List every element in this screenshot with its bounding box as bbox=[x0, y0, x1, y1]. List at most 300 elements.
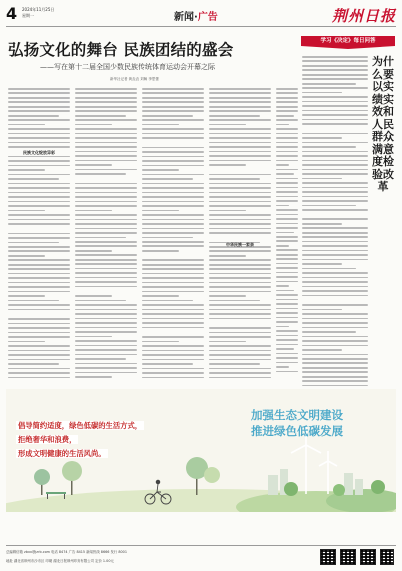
text-line bbox=[302, 65, 368, 67]
text-line bbox=[75, 259, 137, 261]
text-line bbox=[209, 97, 271, 99]
text-line bbox=[142, 309, 204, 311]
text-line bbox=[276, 218, 298, 220]
text-line bbox=[142, 110, 204, 112]
text-line bbox=[75, 354, 137, 356]
text-line bbox=[302, 340, 368, 342]
qr-code-icon bbox=[340, 549, 356, 565]
text-line bbox=[209, 345, 271, 347]
ad-slogan-line-1: 倡导简约适度，绿色低碳的生活方式， bbox=[18, 421, 143, 430]
sidebar-column-label: 学习《决定》每日问答 bbox=[301, 36, 395, 46]
text-line bbox=[75, 331, 137, 333]
text-line bbox=[8, 160, 70, 162]
ad-slogan-line-2: 拒绝奢华和浪费， bbox=[18, 435, 77, 444]
text-line bbox=[209, 205, 271, 207]
text-line bbox=[8, 327, 70, 329]
text-line bbox=[75, 187, 137, 189]
text-line bbox=[142, 124, 179, 126]
ad-slogan-right-line-2: 推进绿色低碳发展 bbox=[251, 424, 343, 438]
text-line bbox=[276, 335, 298, 337]
weekday-text: 星期一 bbox=[22, 13, 34, 18]
text-line bbox=[142, 101, 204, 103]
text-line bbox=[302, 232, 368, 234]
text-line bbox=[75, 92, 137, 94]
text-line bbox=[302, 146, 356, 148]
text-line bbox=[142, 201, 204, 203]
text-line bbox=[209, 183, 271, 185]
text-line bbox=[276, 232, 294, 234]
text-line bbox=[142, 291, 204, 293]
text-line bbox=[75, 327, 137, 329]
text-line bbox=[276, 344, 298, 346]
text-line bbox=[276, 142, 298, 144]
text-line bbox=[8, 345, 70, 347]
text-line bbox=[276, 236, 298, 238]
newspaper-logo: 荆州日报 bbox=[331, 7, 396, 25]
text-line bbox=[142, 341, 179, 343]
text-line bbox=[142, 210, 179, 212]
text-line bbox=[302, 327, 368, 329]
text-line bbox=[75, 349, 137, 351]
text-line bbox=[209, 174, 271, 176]
text-line bbox=[75, 254, 137, 256]
text-line bbox=[276, 330, 298, 332]
text-line bbox=[209, 372, 271, 374]
text-line bbox=[209, 327, 271, 329]
text-line bbox=[302, 101, 368, 103]
text-line bbox=[276, 128, 298, 130]
text-line bbox=[142, 183, 204, 185]
text-line bbox=[209, 155, 271, 157]
text-line bbox=[276, 115, 294, 117]
text-line bbox=[209, 282, 271, 284]
text-line bbox=[276, 97, 298, 99]
text-line bbox=[209, 255, 246, 257]
text-line bbox=[75, 281, 137, 283]
text-line bbox=[75, 228, 137, 230]
sidebar-title: 为什么要以实绩实效和人民群众满意度检验改革 bbox=[372, 55, 394, 193]
text-line bbox=[276, 357, 298, 359]
text-line bbox=[142, 174, 204, 176]
text-line bbox=[302, 345, 368, 347]
text-line bbox=[276, 299, 298, 301]
text-line bbox=[8, 165, 70, 167]
footer-line-2: 地址 湖北省荆州市沙市区 印刷 湖北日报荆州印务有限公司 定价 1.00元 bbox=[6, 559, 114, 563]
text-line bbox=[8, 282, 70, 284]
text-line bbox=[276, 371, 298, 373]
text-line bbox=[302, 119, 368, 121]
text-line bbox=[75, 106, 137, 108]
text-line bbox=[276, 294, 298, 296]
text-line bbox=[75, 101, 137, 103]
text-line bbox=[142, 147, 204, 149]
text-line bbox=[142, 372, 204, 374]
header-rule bbox=[6, 26, 396, 27]
text-line bbox=[8, 119, 70, 121]
text-line bbox=[75, 300, 126, 302]
text-line bbox=[276, 169, 298, 171]
text-line bbox=[302, 322, 368, 324]
text-line bbox=[75, 119, 137, 121]
text-line bbox=[142, 286, 204, 288]
section-news: 新闻· bbox=[174, 12, 198, 23]
text-line bbox=[8, 359, 70, 361]
text-line bbox=[209, 178, 260, 180]
text-line bbox=[8, 205, 70, 207]
text-line bbox=[276, 290, 294, 292]
text-line bbox=[302, 155, 368, 157]
text-line bbox=[209, 363, 260, 365]
paragraph-gap bbox=[75, 178, 137, 183]
text-line bbox=[8, 178, 59, 180]
sidebar-column-1 bbox=[302, 56, 368, 386]
text-line bbox=[276, 272, 298, 274]
text-line bbox=[142, 137, 204, 139]
text-line bbox=[75, 214, 137, 216]
date-text: 2024年11月25日 bbox=[22, 7, 55, 12]
text-line bbox=[209, 214, 271, 216]
masthead bbox=[6, 5, 396, 25]
text-line bbox=[75, 268, 137, 270]
text-line bbox=[302, 371, 368, 373]
text-line bbox=[8, 309, 70, 311]
qr-code-icon bbox=[360, 549, 376, 565]
text-line bbox=[8, 323, 70, 325]
text-line bbox=[209, 268, 271, 270]
text-line bbox=[302, 380, 368, 382]
text-line bbox=[302, 69, 368, 71]
text-line bbox=[142, 327, 204, 329]
text-line bbox=[142, 169, 179, 171]
text-line bbox=[8, 156, 70, 158]
text-line bbox=[8, 255, 45, 257]
text-line bbox=[75, 97, 137, 99]
text-line bbox=[302, 142, 368, 144]
text-line bbox=[302, 105, 368, 107]
text-line bbox=[209, 164, 246, 166]
text-line bbox=[276, 110, 298, 112]
text-line bbox=[8, 291, 70, 293]
text-line bbox=[209, 219, 271, 221]
text-line bbox=[75, 201, 137, 203]
text-line bbox=[302, 254, 368, 256]
text-line bbox=[302, 151, 368, 153]
text-line bbox=[8, 183, 70, 185]
text-line bbox=[209, 368, 271, 370]
qr-code-icon bbox=[380, 549, 394, 565]
text-line bbox=[302, 268, 356, 270]
text-line bbox=[302, 83, 356, 85]
text-line bbox=[142, 264, 204, 266]
ad-slogan-line-3: 形成文明健康的生活风尚。 bbox=[18, 449, 106, 458]
text-line bbox=[8, 146, 70, 148]
text-line bbox=[276, 151, 298, 153]
text-line bbox=[8, 304, 70, 306]
text-line bbox=[302, 182, 368, 184]
text-line bbox=[302, 205, 356, 207]
text-line bbox=[75, 372, 137, 374]
text-line bbox=[302, 110, 368, 112]
text-line bbox=[142, 133, 204, 135]
text-line bbox=[75, 133, 137, 135]
footer-rule bbox=[6, 545, 396, 546]
text-line bbox=[276, 276, 298, 278]
text-line bbox=[276, 285, 289, 287]
text-line bbox=[276, 317, 298, 319]
text-line bbox=[209, 228, 271, 230]
text-line bbox=[8, 350, 70, 352]
text-line bbox=[302, 295, 368, 297]
text-line bbox=[75, 205, 137, 207]
text-line bbox=[276, 164, 289, 166]
text-line bbox=[302, 236, 368, 238]
text-line bbox=[142, 97, 204, 99]
text-line bbox=[75, 146, 137, 148]
text-line bbox=[209, 277, 271, 279]
text-line bbox=[142, 223, 204, 225]
text-line bbox=[209, 259, 271, 261]
text-line bbox=[302, 78, 368, 80]
text-line bbox=[302, 123, 368, 125]
text-line bbox=[75, 318, 137, 320]
text-line bbox=[8, 223, 70, 225]
text-line bbox=[142, 156, 204, 158]
text-line bbox=[8, 192, 70, 194]
text-line bbox=[302, 331, 356, 333]
text-line bbox=[75, 110, 137, 112]
text-line bbox=[276, 348, 294, 350]
text-line bbox=[142, 354, 204, 356]
text-line bbox=[209, 295, 246, 297]
text-line bbox=[276, 303, 298, 305]
text-line bbox=[302, 358, 368, 360]
text-line bbox=[276, 209, 298, 211]
text-line bbox=[302, 227, 368, 229]
text-line bbox=[75, 295, 112, 297]
text-line bbox=[8, 242, 59, 244]
text-line bbox=[302, 114, 368, 116]
article-column-1 bbox=[8, 88, 70, 378]
text-line bbox=[8, 115, 59, 117]
text-line bbox=[8, 210, 45, 212]
text-line bbox=[302, 245, 368, 247]
text-line bbox=[209, 232, 271, 234]
text-line bbox=[302, 137, 342, 139]
text-line bbox=[276, 160, 298, 162]
text-line bbox=[276, 258, 298, 260]
text-line bbox=[142, 377, 204, 378]
text-line bbox=[75, 336, 112, 338]
text-line bbox=[302, 309, 342, 311]
text-line bbox=[209, 196, 271, 198]
paragraph-gap bbox=[209, 169, 271, 174]
text-line bbox=[75, 223, 137, 225]
ad-slogan-right bbox=[251, 407, 343, 439]
section-label bbox=[174, 8, 218, 23]
text-line bbox=[302, 272, 368, 274]
text-line bbox=[209, 304, 271, 306]
text-line bbox=[209, 187, 271, 189]
text-line bbox=[8, 268, 70, 270]
text-line bbox=[276, 106, 298, 108]
text-line bbox=[8, 332, 70, 334]
text-line bbox=[302, 96, 368, 98]
text-line bbox=[276, 223, 298, 225]
text-line bbox=[276, 308, 298, 310]
text-line bbox=[142, 304, 204, 306]
text-line bbox=[142, 106, 204, 108]
text-line bbox=[75, 124, 112, 126]
paragraph-gap bbox=[209, 237, 271, 242]
text-line bbox=[209, 110, 271, 112]
text-line bbox=[8, 246, 70, 248]
text-line bbox=[209, 286, 271, 288]
text-line bbox=[8, 142, 70, 144]
text-line bbox=[209, 201, 271, 203]
text-line bbox=[209, 300, 260, 302]
text-line bbox=[8, 101, 70, 103]
text-line bbox=[75, 340, 137, 342]
text-line bbox=[75, 219, 137, 221]
text-line bbox=[8, 133, 70, 135]
text-line bbox=[276, 362, 298, 364]
text-line bbox=[75, 169, 137, 171]
text-line bbox=[276, 205, 289, 207]
text-line bbox=[142, 282, 204, 284]
text-line bbox=[142, 277, 204, 279]
text-line bbox=[209, 273, 271, 275]
text-line bbox=[142, 165, 204, 167]
article-subheadline: ——写在第十二届全国少数民族传统体育运动会开幕之际 bbox=[40, 63, 215, 71]
text-line bbox=[142, 295, 179, 297]
text-line bbox=[142, 228, 204, 230]
text-line bbox=[142, 219, 204, 221]
text-line bbox=[142, 368, 204, 370]
text-line bbox=[209, 92, 271, 94]
text-line bbox=[209, 354, 271, 356]
text-line bbox=[8, 233, 70, 235]
text-line bbox=[75, 241, 137, 243]
text-line bbox=[209, 146, 271, 148]
text-line bbox=[8, 128, 70, 130]
text-line bbox=[75, 128, 137, 130]
section-ad: 广告 bbox=[197, 12, 218, 23]
text-line bbox=[75, 192, 137, 194]
text-line bbox=[8, 106, 70, 108]
text-line bbox=[302, 241, 368, 243]
text-line bbox=[8, 174, 70, 176]
text-line bbox=[276, 196, 298, 198]
text-line bbox=[302, 354, 368, 356]
text-line bbox=[209, 115, 260, 117]
text-line bbox=[142, 268, 204, 270]
text-line bbox=[302, 259, 368, 261]
text-line bbox=[75, 232, 137, 234]
text-line bbox=[142, 259, 204, 261]
text-line bbox=[8, 92, 70, 94]
footer-line-1: 总编辑信箱 zbxx@jzrb.com 电话 8474 广告 8415 新闻热线 8666 发行 8001 bbox=[6, 550, 127, 554]
text-line bbox=[142, 300, 193, 302]
text-line bbox=[276, 178, 298, 180]
text-line bbox=[302, 304, 368, 306]
text-line bbox=[302, 336, 368, 338]
text-line bbox=[8, 363, 59, 365]
text-line bbox=[302, 173, 368, 175]
text-line bbox=[209, 309, 271, 311]
text-line bbox=[302, 160, 368, 162]
text-line bbox=[209, 341, 246, 343]
text-line bbox=[142, 196, 204, 198]
text-line bbox=[75, 277, 137, 279]
text-line bbox=[302, 376, 368, 378]
text-line bbox=[142, 232, 204, 234]
text-line bbox=[8, 295, 45, 297]
text-line bbox=[276, 326, 289, 328]
text-line bbox=[8, 250, 70, 252]
text-line bbox=[75, 322, 137, 324]
text-line bbox=[302, 318, 368, 320]
text-line bbox=[75, 88, 137, 90]
text-line bbox=[8, 219, 70, 221]
text-line bbox=[276, 182, 298, 184]
article-subtitle-1: 民族文化绽放异彩 bbox=[23, 150, 55, 155]
text-line bbox=[75, 313, 137, 315]
text-line bbox=[276, 92, 298, 94]
text-line bbox=[75, 358, 126, 360]
text-line bbox=[276, 101, 298, 103]
text-line bbox=[302, 200, 368, 202]
text-line bbox=[302, 164, 368, 166]
text-line bbox=[209, 101, 271, 103]
text-line bbox=[302, 218, 368, 220]
article-column-2 bbox=[75, 88, 137, 378]
text-line bbox=[302, 92, 342, 94]
text-line bbox=[302, 187, 368, 189]
text-line bbox=[276, 240, 298, 242]
text-line bbox=[209, 124, 246, 126]
text-line bbox=[142, 214, 204, 216]
text-line bbox=[209, 313, 271, 315]
text-line bbox=[142, 359, 204, 361]
text-line bbox=[8, 201, 70, 203]
text-line bbox=[302, 223, 342, 225]
text-line bbox=[276, 155, 298, 157]
text-line bbox=[276, 263, 298, 265]
text-line bbox=[8, 286, 70, 288]
text-line bbox=[209, 142, 271, 144]
sidebar-label-pointer bbox=[301, 46, 395, 49]
text-line bbox=[142, 250, 179, 252]
text-line bbox=[276, 137, 298, 139]
text-line bbox=[8, 187, 70, 189]
ad-slogan-left bbox=[16, 419, 144, 461]
text-line bbox=[302, 74, 368, 76]
text-line bbox=[75, 345, 137, 347]
text-line bbox=[8, 300, 59, 302]
text-line bbox=[209, 133, 271, 135]
text-line bbox=[302, 191, 368, 193]
text-line bbox=[75, 115, 126, 117]
paragraph-gap bbox=[8, 228, 70, 233]
text-line bbox=[276, 339, 298, 341]
text-line bbox=[8, 169, 45, 171]
text-line bbox=[8, 377, 70, 378]
text-line bbox=[209, 359, 271, 361]
text-line bbox=[142, 178, 193, 180]
text-line bbox=[8, 97, 70, 99]
text-line bbox=[142, 237, 193, 239]
text-line bbox=[142, 350, 204, 352]
